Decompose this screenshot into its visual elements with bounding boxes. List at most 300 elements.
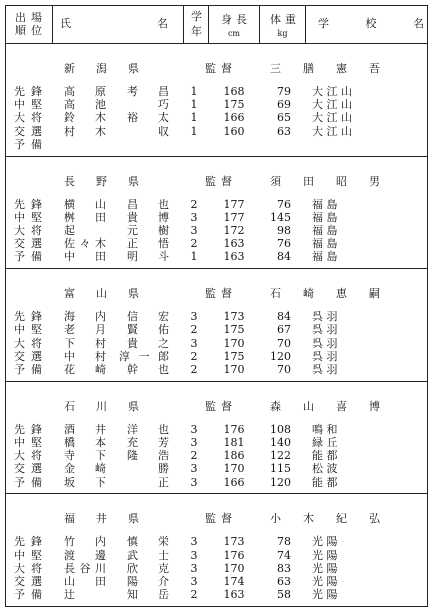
weight-kg: 78 bbox=[277, 535, 291, 549]
given-name bbox=[127, 98, 169, 111]
name-header-surname: 氏 bbox=[60, 17, 71, 30]
bout-position bbox=[14, 310, 42, 323]
character: 先 bbox=[14, 197, 25, 211]
given-name bbox=[127, 363, 169, 376]
character: 備 bbox=[31, 588, 42, 602]
name-header-given: 名 bbox=[157, 17, 168, 30]
character: 也 bbox=[158, 197, 169, 211]
character: 中 bbox=[14, 548, 25, 562]
character: 知 bbox=[127, 588, 138, 602]
character: 高 bbox=[64, 85, 75, 98]
school-name: 呉羽 bbox=[312, 362, 341, 376]
character: 監 bbox=[205, 287, 216, 301]
character: 長 bbox=[64, 174, 75, 188]
school-name: 光陽 bbox=[312, 561, 341, 575]
character: 田 bbox=[95, 574, 106, 588]
character: 郎 bbox=[158, 349, 169, 363]
weight-kg: 120 bbox=[270, 475, 291, 489]
character: 村 bbox=[64, 124, 75, 138]
member-row bbox=[6, 250, 427, 263]
weight-kg: 65 bbox=[277, 111, 291, 125]
grade: 3 bbox=[190, 310, 198, 324]
character: 木 bbox=[95, 124, 106, 138]
character: 先 bbox=[14, 422, 25, 436]
character: 考 bbox=[127, 85, 138, 98]
height-cm: 175 bbox=[223, 349, 245, 363]
character: 嗣 bbox=[369, 287, 380, 301]
character: 也 bbox=[158, 362, 169, 376]
height-cm: 172 bbox=[223, 223, 245, 237]
rank-header-line1 bbox=[15, 12, 42, 24]
character: 士 bbox=[158, 548, 169, 562]
character: 橋 bbox=[64, 435, 75, 449]
character: 崎 bbox=[95, 362, 106, 376]
coach-name bbox=[270, 287, 380, 300]
bout-position bbox=[14, 562, 42, 575]
character: 佐 bbox=[64, 237, 75, 251]
character: 勝 bbox=[158, 462, 169, 476]
character: 交 bbox=[14, 574, 25, 588]
weight-kg: 122 bbox=[270, 449, 291, 463]
character: 身 bbox=[221, 13, 232, 26]
member-row bbox=[6, 363, 427, 376]
character: 先 bbox=[14, 85, 25, 98]
character: 中 bbox=[14, 98, 25, 112]
character: 中 bbox=[64, 250, 75, 264]
school-name: 能都 bbox=[312, 449, 341, 463]
character: 憲 bbox=[336, 62, 347, 75]
character: 予 bbox=[14, 362, 25, 376]
given-name bbox=[127, 562, 169, 575]
character: 高 bbox=[64, 98, 75, 112]
school-name: 緑丘 bbox=[312, 435, 341, 449]
height-cm: 174 bbox=[223, 574, 245, 588]
coach-name bbox=[270, 400, 380, 413]
prefecture-section bbox=[6, 268, 427, 381]
character: 場 bbox=[31, 11, 42, 24]
character: 督 bbox=[221, 62, 232, 75]
member-row bbox=[6, 237, 427, 250]
character: 督 bbox=[221, 287, 232, 301]
school-name: 福島 bbox=[312, 237, 341, 251]
member-row bbox=[6, 198, 427, 211]
given-name bbox=[127, 476, 169, 489]
character: 恵 bbox=[336, 287, 347, 301]
character: 博 bbox=[369, 399, 380, 413]
bout-position bbox=[14, 449, 42, 462]
member-row bbox=[6, 125, 427, 138]
name-column-header bbox=[53, 6, 184, 43]
character: 鋒 bbox=[31, 197, 42, 211]
character: 正 bbox=[158, 475, 169, 489]
given-name bbox=[127, 549, 169, 562]
grade: 3 bbox=[190, 535, 198, 549]
character: 元 bbox=[127, 223, 138, 237]
character: 鋒 bbox=[31, 535, 42, 549]
character: 山 bbox=[96, 287, 107, 301]
character: 貴 bbox=[127, 336, 138, 350]
character: 県 bbox=[128, 62, 139, 75]
surname bbox=[64, 250, 106, 263]
rank-header-line2 bbox=[15, 25, 42, 37]
character: 新 bbox=[64, 62, 75, 75]
character: 堅 bbox=[31, 435, 42, 449]
character: 選 bbox=[31, 462, 42, 476]
member-row bbox=[6, 562, 427, 575]
height-cm: 181 bbox=[223, 435, 245, 449]
member-row bbox=[6, 350, 427, 363]
weight-kg: 108 bbox=[270, 422, 291, 436]
weight-kg: 67 bbox=[277, 323, 291, 337]
weight-kg: 145 bbox=[270, 210, 291, 224]
prefecture-name bbox=[64, 400, 139, 413]
member-row bbox=[6, 588, 427, 601]
surname bbox=[64, 476, 106, 489]
grade: 3 bbox=[190, 223, 198, 237]
character: 村 bbox=[95, 349, 106, 363]
school-name: 光陽 bbox=[312, 588, 341, 602]
weight-kg: 140 bbox=[270, 435, 291, 449]
character: 木 bbox=[95, 111, 106, 125]
character: 備 bbox=[31, 362, 42, 376]
character: 浩 bbox=[158, 449, 169, 463]
height-cm: 173 bbox=[223, 535, 245, 549]
character: 陽 bbox=[127, 574, 138, 588]
grade: 1 bbox=[190, 124, 198, 138]
school-column-header bbox=[306, 6, 427, 43]
height-cm: 176 bbox=[223, 422, 245, 436]
character: 悟 bbox=[158, 237, 169, 251]
character: 田 bbox=[95, 210, 106, 224]
coach-label bbox=[205, 175, 232, 188]
member-row bbox=[6, 535, 427, 548]
given-name bbox=[127, 575, 169, 588]
height-cm: 170 bbox=[223, 561, 245, 575]
weight-kg: 120 bbox=[270, 349, 291, 363]
character: 重 bbox=[285, 13, 296, 26]
character: 県 bbox=[128, 287, 139, 301]
school-name: 大江山 bbox=[312, 124, 356, 138]
given-name bbox=[127, 588, 169, 601]
character: 須 bbox=[270, 174, 281, 188]
grade-header-label bbox=[191, 11, 202, 38]
character: 選 bbox=[31, 349, 42, 363]
character: 順 bbox=[15, 24, 26, 37]
given-name bbox=[127, 310, 169, 323]
character: 佑 bbox=[158, 323, 169, 337]
character: 位 bbox=[31, 24, 42, 37]
character: 昌 bbox=[127, 197, 138, 211]
character: 中 bbox=[14, 210, 25, 224]
character: 池 bbox=[95, 98, 106, 112]
character: 栄 bbox=[158, 535, 169, 549]
character: 監 bbox=[205, 62, 216, 75]
height-cm: 186 bbox=[223, 449, 245, 463]
surname bbox=[64, 350, 106, 363]
character: 先 bbox=[14, 310, 25, 324]
character: 選 bbox=[31, 237, 42, 251]
bout-position bbox=[14, 575, 42, 588]
surname bbox=[64, 462, 106, 475]
member-row bbox=[6, 323, 427, 336]
member-row bbox=[6, 549, 427, 562]
character: 交 bbox=[14, 237, 25, 251]
member-row bbox=[6, 423, 427, 436]
section-title-row bbox=[6, 287, 427, 300]
character: 県 bbox=[128, 512, 139, 526]
height-cm bbox=[214, 138, 254, 151]
bout-position bbox=[14, 337, 42, 350]
surname bbox=[64, 436, 106, 449]
school-name: 呉羽 bbox=[312, 336, 341, 350]
height-cm: 160 bbox=[223, 124, 245, 138]
character: 博 bbox=[158, 210, 169, 224]
character: 将 bbox=[31, 449, 42, 463]
surname bbox=[64, 562, 106, 575]
prefecture-section bbox=[6, 44, 427, 156]
prefecture-name bbox=[64, 175, 139, 188]
character: 鈴 bbox=[64, 111, 75, 125]
coach-label bbox=[205, 512, 232, 525]
surname bbox=[64, 549, 106, 562]
weight-kg: 84 bbox=[277, 250, 291, 264]
surname bbox=[64, 423, 106, 436]
given-name bbox=[127, 423, 169, 436]
section-title-row bbox=[6, 400, 427, 413]
surname bbox=[64, 449, 106, 462]
character: 弘 bbox=[369, 512, 380, 526]
character: 選 bbox=[31, 574, 42, 588]
height-cm: 170 bbox=[223, 336, 245, 350]
member-row bbox=[6, 138, 427, 151]
character: 昭 bbox=[336, 174, 347, 188]
school-name: 大江山 bbox=[312, 111, 356, 125]
bout-position bbox=[14, 363, 42, 376]
height-cm: 170 bbox=[223, 462, 245, 476]
character: 出 bbox=[15, 11, 26, 24]
character: 先 bbox=[14, 535, 25, 549]
character: 監 bbox=[205, 174, 216, 188]
given-name bbox=[127, 198, 169, 211]
bout-position bbox=[14, 476, 42, 489]
member-row bbox=[6, 575, 427, 588]
character: 交 bbox=[14, 124, 25, 138]
character: 渡 bbox=[64, 548, 75, 562]
character: 花 bbox=[64, 362, 75, 376]
school-name: 福島 bbox=[312, 250, 341, 264]
bout-position bbox=[14, 462, 42, 475]
character: 之 bbox=[158, 336, 169, 350]
character: 正 bbox=[127, 237, 138, 251]
member-row bbox=[6, 211, 427, 224]
character: 慎 bbox=[127, 535, 138, 549]
character: 原 bbox=[95, 85, 106, 98]
character: 体 bbox=[270, 13, 281, 26]
surname bbox=[64, 111, 106, 124]
character: 山 bbox=[95, 197, 106, 211]
surname bbox=[64, 363, 106, 376]
school-name: 大江山 bbox=[312, 85, 356, 98]
given-name bbox=[119, 350, 169, 363]
grade: 1 bbox=[190, 111, 198, 125]
weight-header-label bbox=[270, 14, 296, 26]
character: 起 bbox=[64, 223, 75, 237]
character: 収 bbox=[158, 124, 169, 138]
character: 予 bbox=[14, 475, 25, 489]
character: 酒 bbox=[64, 422, 75, 436]
given-name bbox=[127, 436, 169, 449]
given-name bbox=[127, 111, 169, 124]
character: 県 bbox=[128, 399, 139, 413]
section-title-row bbox=[6, 512, 427, 525]
character: 中 bbox=[64, 349, 75, 363]
surname bbox=[64, 85, 106, 98]
school-name: 光陽 bbox=[312, 574, 341, 588]
character: 交 bbox=[14, 462, 25, 476]
grade: 1 bbox=[190, 85, 198, 98]
weight-kg: 70 bbox=[277, 362, 291, 376]
character: 介 bbox=[158, 574, 169, 588]
school-name: 呉羽 bbox=[312, 310, 341, 324]
character: 監 bbox=[205, 399, 216, 413]
character: 選 bbox=[31, 124, 42, 138]
surname bbox=[64, 125, 106, 138]
character: 県 bbox=[128, 174, 139, 188]
character: 樹 bbox=[158, 223, 169, 237]
character: 学 bbox=[191, 10, 202, 23]
character: 明 bbox=[127, 250, 138, 264]
character: 金 bbox=[64, 462, 75, 476]
school-name: 能都 bbox=[312, 475, 341, 489]
character: 内 bbox=[95, 535, 106, 549]
given-name bbox=[127, 250, 169, 263]
member-row bbox=[6, 449, 427, 462]
given-name bbox=[127, 211, 169, 224]
grade: 2 bbox=[190, 349, 198, 363]
bout-position bbox=[14, 198, 42, 211]
prefecture-name bbox=[64, 62, 139, 75]
height-cm: 163 bbox=[223, 237, 245, 251]
height-cm: 163 bbox=[223, 250, 245, 264]
prefecture-section bbox=[6, 493, 427, 606]
rank-column-header bbox=[6, 6, 53, 43]
weight-kg: 69 bbox=[277, 98, 291, 112]
grade bbox=[182, 138, 206, 151]
weight-kg: 63 bbox=[277, 124, 291, 138]
section-title-row bbox=[6, 62, 427, 75]
school-name: 呉羽 bbox=[312, 349, 341, 363]
character: 欣 bbox=[127, 561, 138, 575]
weight-kg: 79 bbox=[277, 85, 291, 98]
character: 辻 bbox=[64, 588, 75, 602]
roster-table bbox=[5, 5, 428, 607]
character: 将 bbox=[31, 561, 42, 575]
character: 武 bbox=[127, 548, 138, 562]
character: 竹 bbox=[64, 535, 75, 549]
weight-kg: 115 bbox=[270, 462, 291, 476]
bout-position bbox=[14, 549, 42, 562]
bout-position bbox=[14, 535, 42, 548]
grade: 3 bbox=[190, 548, 198, 562]
surname bbox=[64, 337, 106, 350]
character: 将 bbox=[31, 111, 42, 125]
character: 備 bbox=[31, 250, 42, 264]
grade: 3 bbox=[190, 462, 198, 476]
height-cm: 175 bbox=[223, 323, 245, 337]
character: 老 bbox=[64, 323, 75, 337]
character: 一 bbox=[138, 349, 150, 363]
surname bbox=[64, 224, 106, 237]
character: 名 bbox=[413, 17, 424, 30]
school-name: 松波 bbox=[312, 462, 341, 476]
character: 鋒 bbox=[31, 310, 42, 324]
coach-label bbox=[205, 400, 232, 413]
weight-kg: 63 bbox=[277, 574, 291, 588]
character: 川 bbox=[96, 399, 107, 413]
character: 学 bbox=[318, 17, 329, 30]
character: 備 bbox=[31, 137, 42, 151]
table-header bbox=[6, 6, 427, 44]
school-name: 福島 bbox=[312, 210, 341, 224]
grade: 1 bbox=[190, 250, 198, 264]
character: 淳 bbox=[119, 349, 130, 363]
school-name: 大江山 bbox=[312, 98, 356, 112]
given-name bbox=[127, 85, 169, 98]
character: 監 bbox=[205, 512, 216, 526]
grade-column-header bbox=[184, 6, 209, 43]
member-row bbox=[6, 436, 427, 449]
surname bbox=[64, 98, 106, 111]
character: 川 bbox=[95, 561, 106, 575]
school-header-label bbox=[318, 18, 424, 30]
character: 木 bbox=[303, 512, 314, 526]
character: 石 bbox=[64, 399, 75, 413]
given-name bbox=[127, 337, 169, 350]
weight-kg: 84 bbox=[277, 310, 291, 324]
character: 大 bbox=[14, 449, 25, 463]
surname bbox=[64, 211, 106, 224]
weight-kg: 76 bbox=[277, 237, 291, 251]
character: 海 bbox=[64, 310, 75, 324]
bout-position bbox=[14, 138, 42, 151]
bout-position bbox=[14, 125, 42, 138]
grade: 2 bbox=[190, 449, 198, 463]
member-row bbox=[6, 310, 427, 323]
surname bbox=[64, 535, 106, 548]
member-row bbox=[6, 111, 427, 124]
character: 森 bbox=[270, 399, 281, 413]
bout-position bbox=[14, 224, 42, 237]
character: 洋 bbox=[127, 422, 138, 436]
character: 福 bbox=[64, 512, 75, 526]
given-name bbox=[127, 535, 169, 548]
character: 予 bbox=[14, 137, 25, 151]
character: 督 bbox=[221, 512, 232, 526]
character: 本 bbox=[95, 435, 106, 449]
bout-position bbox=[14, 98, 42, 111]
character: 富 bbox=[64, 287, 75, 301]
member-row bbox=[6, 224, 427, 237]
weight-kg: 58 bbox=[277, 588, 291, 602]
height-cm: 173 bbox=[223, 310, 245, 324]
coach-name bbox=[270, 512, 380, 525]
height-header-label bbox=[221, 14, 247, 26]
height-cm: 166 bbox=[223, 475, 245, 489]
character: 堅 bbox=[31, 98, 42, 112]
coach-label bbox=[205, 62, 232, 75]
surname bbox=[64, 310, 106, 323]
height-cm: 176 bbox=[223, 548, 245, 562]
